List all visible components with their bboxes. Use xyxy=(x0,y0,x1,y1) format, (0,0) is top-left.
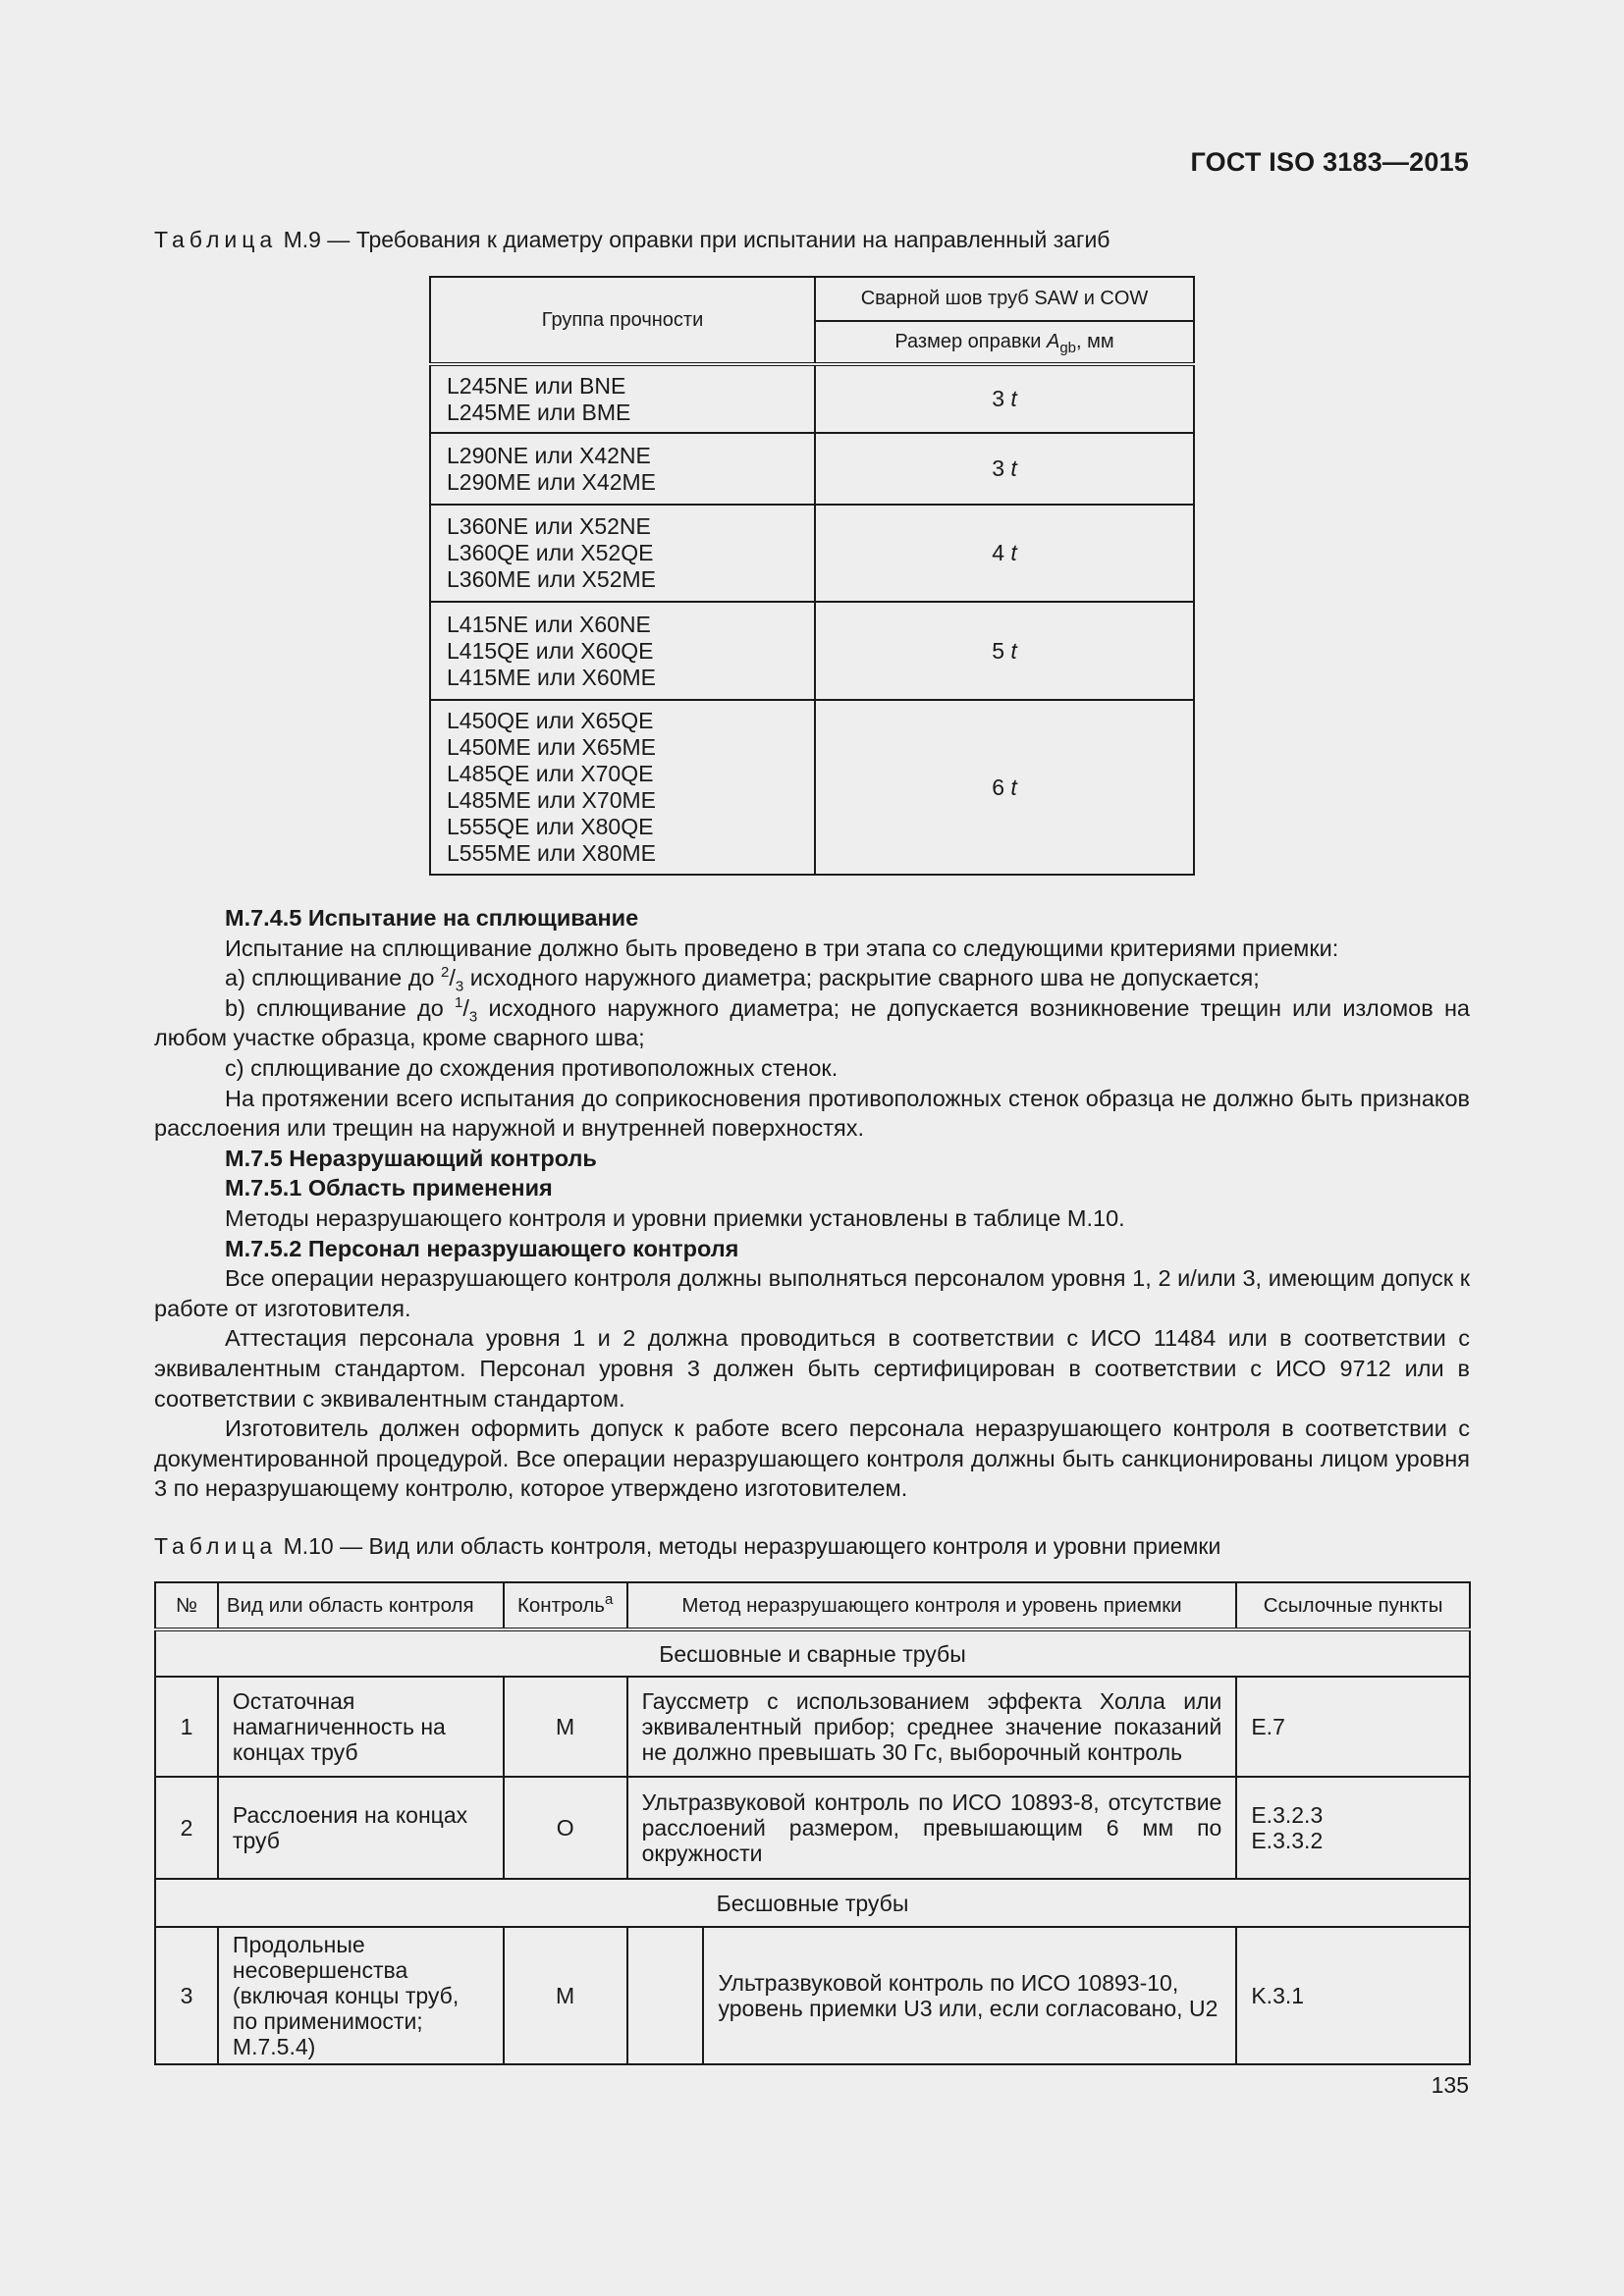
reference-clauses: K.3.1 xyxy=(1236,1927,1470,2064)
mandrel-size-var: t xyxy=(1010,540,1017,565)
mandrel-size-cell xyxy=(815,700,1194,875)
table-row xyxy=(430,433,1194,505)
list-item-text: исходного наружного диаметра; раскрытие сварного шва не допускается; xyxy=(463,965,1260,991)
mandrel-size-cell xyxy=(815,505,1194,602)
mandrel-size-value: 6 xyxy=(992,774,1004,800)
list-item-a: a) сплющивание до $^2/_3$ исходного наружного диаметра; раскрытие сварного шва не допускается; xyxy=(225,964,1260,995)
mandrel-size-cell xyxy=(815,602,1194,700)
empty-cell xyxy=(627,1927,704,2064)
grade-line: L360ME или X52ME xyxy=(447,566,656,592)
paragraph: Все операции неразрушающего контроля должны выполняться персоналом уровня 1, 2 и/или 3, имеющим допуск к работе от изготовителя. xyxy=(154,1265,1470,1321)
table-m9-caption xyxy=(154,227,1110,253)
grade-line: L245NE или BNE xyxy=(447,372,626,399)
table-row xyxy=(155,1927,1470,2064)
grade-cell xyxy=(430,433,815,505)
mandrel-size-cell xyxy=(815,364,1194,433)
fraction-numerator: 2 xyxy=(441,964,450,982)
grade-line: L360NE или X52NE xyxy=(447,513,651,539)
section-heading-m752: М.7.5.2 Персонал неразрушающего контроля xyxy=(225,1235,739,1261)
table-m9-header-size-sub: gb xyxy=(1059,340,1076,356)
table-m9-header-size-label: Размер оправки xyxy=(894,331,1047,352)
mandrel-size-value: 3 xyxy=(992,386,1004,411)
table-row xyxy=(430,602,1194,700)
table-m9-header-size xyxy=(815,321,1194,364)
table-m10-header-method: Метод неразрушающего контроля и уровень приемки xyxy=(627,1582,1237,1629)
grade-line: L415NE или X60NE xyxy=(447,611,651,637)
control-method: Ультразвуковой контроль по ИСО 10893-10, уровень приемки U3 или, если согласовано, U2 xyxy=(703,1927,1236,2064)
paragraph: Испытание на сплющивание должно быть проведено в три этапа со следующими критериями приемки: xyxy=(225,934,1339,961)
table-row xyxy=(155,1677,1470,1777)
mandrel-size-var: t xyxy=(1010,386,1017,411)
table-m9 xyxy=(429,276,1195,876)
reference-clauses: E.7 xyxy=(1236,1677,1470,1777)
grade-line: L415ME или X60ME xyxy=(447,664,656,690)
list-item-b: b) сплющивание до $^1/_3$ исходного наружного диаметра; не допускается возникновение трещин или изломов на любом участке образца, кроме сварного шва; xyxy=(154,993,1470,1051)
control-method: Ультразвуковой контроль по ИСО 10893-8, отсутствие расслоений размером, превышающим 6 мм по окружности xyxy=(627,1777,1237,1879)
list-item-text: исходного наружного диаметра; не допускается возникновение трещин или изломов на любом участке образца, кроме сварного шва; xyxy=(154,994,1470,1051)
fraction-numerator: 1 xyxy=(455,993,463,1011)
table-m10-caption xyxy=(154,1533,1220,1560)
grade-line: L290NE или X42NE xyxy=(447,442,651,468)
row-number: 1 xyxy=(155,1677,218,1777)
mandrel-size-var: t xyxy=(1010,637,1017,664)
fraction-denominator: 3 xyxy=(468,1008,478,1026)
mandrel-size-var: t xyxy=(1010,774,1017,800)
row-number: 3 xyxy=(155,1927,218,2064)
mandrel-size-value: 3 xyxy=(992,455,1004,481)
mandrel-size-cell xyxy=(815,433,1194,505)
grade-line: L245ME или BME xyxy=(447,399,631,425)
section-heading-m751: М.7.5.1 Область применения xyxy=(225,1175,553,1201)
control-area: Остаточная намагниченность на концах труб xyxy=(218,1677,504,1777)
grade-line: L450ME или X65ME xyxy=(447,734,656,760)
grade-line: L555QE или X80QE xyxy=(447,814,654,839)
grade-line: L485ME или X70ME xyxy=(447,787,656,813)
list-item-text: b) сплющивание до xyxy=(225,994,456,1021)
table-m10-header-control xyxy=(504,1582,627,1629)
table-m9-header-size-unit: , мм xyxy=(1076,331,1114,352)
table-row xyxy=(430,505,1194,602)
table-m9-header-size-symbol: A xyxy=(1046,331,1060,352)
table-row xyxy=(155,1777,1470,1879)
grade-line: L360QE или X52QE xyxy=(447,540,654,565)
mandrel-size-var: t xyxy=(1010,455,1017,481)
grade-cell xyxy=(430,505,815,602)
table-section-row xyxy=(155,1629,1470,1677)
table-row xyxy=(430,364,1194,433)
control-area: Расслоения на концах труб xyxy=(218,1777,504,1879)
grade-cell xyxy=(430,700,815,875)
list-item-text: a) сплющивание до xyxy=(225,965,442,991)
table-m9-header-weld: Сварной шов труб SAW и COW xyxy=(815,277,1194,321)
grade-line: L485QE или X70QE xyxy=(447,761,654,786)
grade-line: L555ME или X80ME xyxy=(447,840,656,866)
mandrel-size-value: 4 xyxy=(992,540,1004,565)
grade-line: L415QE или X60QE xyxy=(447,637,654,664)
control-area: Продольные несовершенства (включая концы труб, по применимости; М.7.5.4) xyxy=(218,1927,504,2064)
table-m10-header-area: Вид или область контроля xyxy=(218,1582,504,1629)
row-number: 2 xyxy=(155,1777,218,1879)
section-label: Бесшовные и сварные трубы xyxy=(155,1629,1470,1677)
grade-line: L450QE или X65QE xyxy=(447,708,654,733)
table-row xyxy=(430,700,1194,875)
body-text xyxy=(154,903,1470,1504)
table-m10-caption-text: М.10 — Вид или область контроля, методы неразрушающего контроля и уровни приемки xyxy=(277,1533,1221,1559)
fraction-denominator: 3 xyxy=(455,978,464,995)
grade-cell xyxy=(430,364,815,433)
table-m9-caption-prefix: Таблица xyxy=(154,227,278,252)
paragraph: На протяжении всего испытания до соприкосновения противоположных стенок образца не должно быть признаков расслоения или трещин на наружной и внутренней поверхностях. xyxy=(154,1085,1470,1142)
page-number: 135 xyxy=(1431,2072,1469,2098)
table-m9-header-group: Группа прочности xyxy=(430,277,815,364)
paragraph: Аттестация персонала уровня 1 и 2 должна проводиться в соответствии с ИСО 11484 или в соответствии с эквивалентным стандартом. Персонал уровня 3 должен быть сертифицирован в соответствии с ИСО 9712 или в соответствии с эквивалентным стандартом. xyxy=(154,1325,1470,1412)
control-type: M xyxy=(504,1927,627,2064)
reference-clause: E.3.3.2 xyxy=(1251,1828,1324,1853)
control-type: M xyxy=(504,1677,627,1777)
document-code: ГОСТ ISO 3183—2015 xyxy=(1190,147,1469,177)
reference-clauses xyxy=(1236,1777,1470,1879)
section-heading-m75: М.7.5 Неразрушающий контроль xyxy=(225,1145,597,1171)
paragraph: Методы неразрушающего контроля и уровни приемки установлены в таблице М.10. xyxy=(225,1204,1125,1231)
table-section-row xyxy=(155,1879,1470,1927)
table-m10 xyxy=(154,1581,1471,2065)
section-label: Бесшовные трубы xyxy=(155,1879,1470,1927)
control-method: Гауссметр с использованием эффекта Холла или эквивалентный прибор; среднее значение показаний не должно превышать 30 Гс, выборочный контроль xyxy=(627,1677,1237,1777)
reference-clause: E.3.2.3 xyxy=(1251,1802,1324,1828)
paragraph: Изготовитель должен оформить допуск к работе всего персонала неразрушающего контроля в соответствии с документированной процедурой. Все операции неразрушающего контроля должны быть санкционированы лицом уровня 3 по неразрушающему контролю, которое утверждено изготовителем. xyxy=(154,1415,1470,1502)
grade-cell xyxy=(430,602,815,700)
mandrel-size-value: 5 xyxy=(992,637,1004,664)
table-m9-caption-text: М.9 — Требования к диаметру оправки при испытании на направленный загиб xyxy=(277,227,1110,252)
table-m10-caption-prefix: Таблица xyxy=(154,1533,278,1559)
header-control-label: Контроль xyxy=(516,1593,605,1617)
footnote-marker: a xyxy=(604,1590,614,1608)
table-m10-header-refs: Ссылочные пункты xyxy=(1236,1582,1470,1629)
control-type: O xyxy=(504,1777,627,1879)
section-heading-m745: М.7.4.5 Испытание на сплющивание xyxy=(225,905,639,931)
list-item-c: c) сплющивание до схождения противоположных стенок. xyxy=(225,1054,839,1081)
table-m10-header-num: № xyxy=(155,1582,218,1629)
grade-line: L290ME или X42ME xyxy=(447,468,656,495)
